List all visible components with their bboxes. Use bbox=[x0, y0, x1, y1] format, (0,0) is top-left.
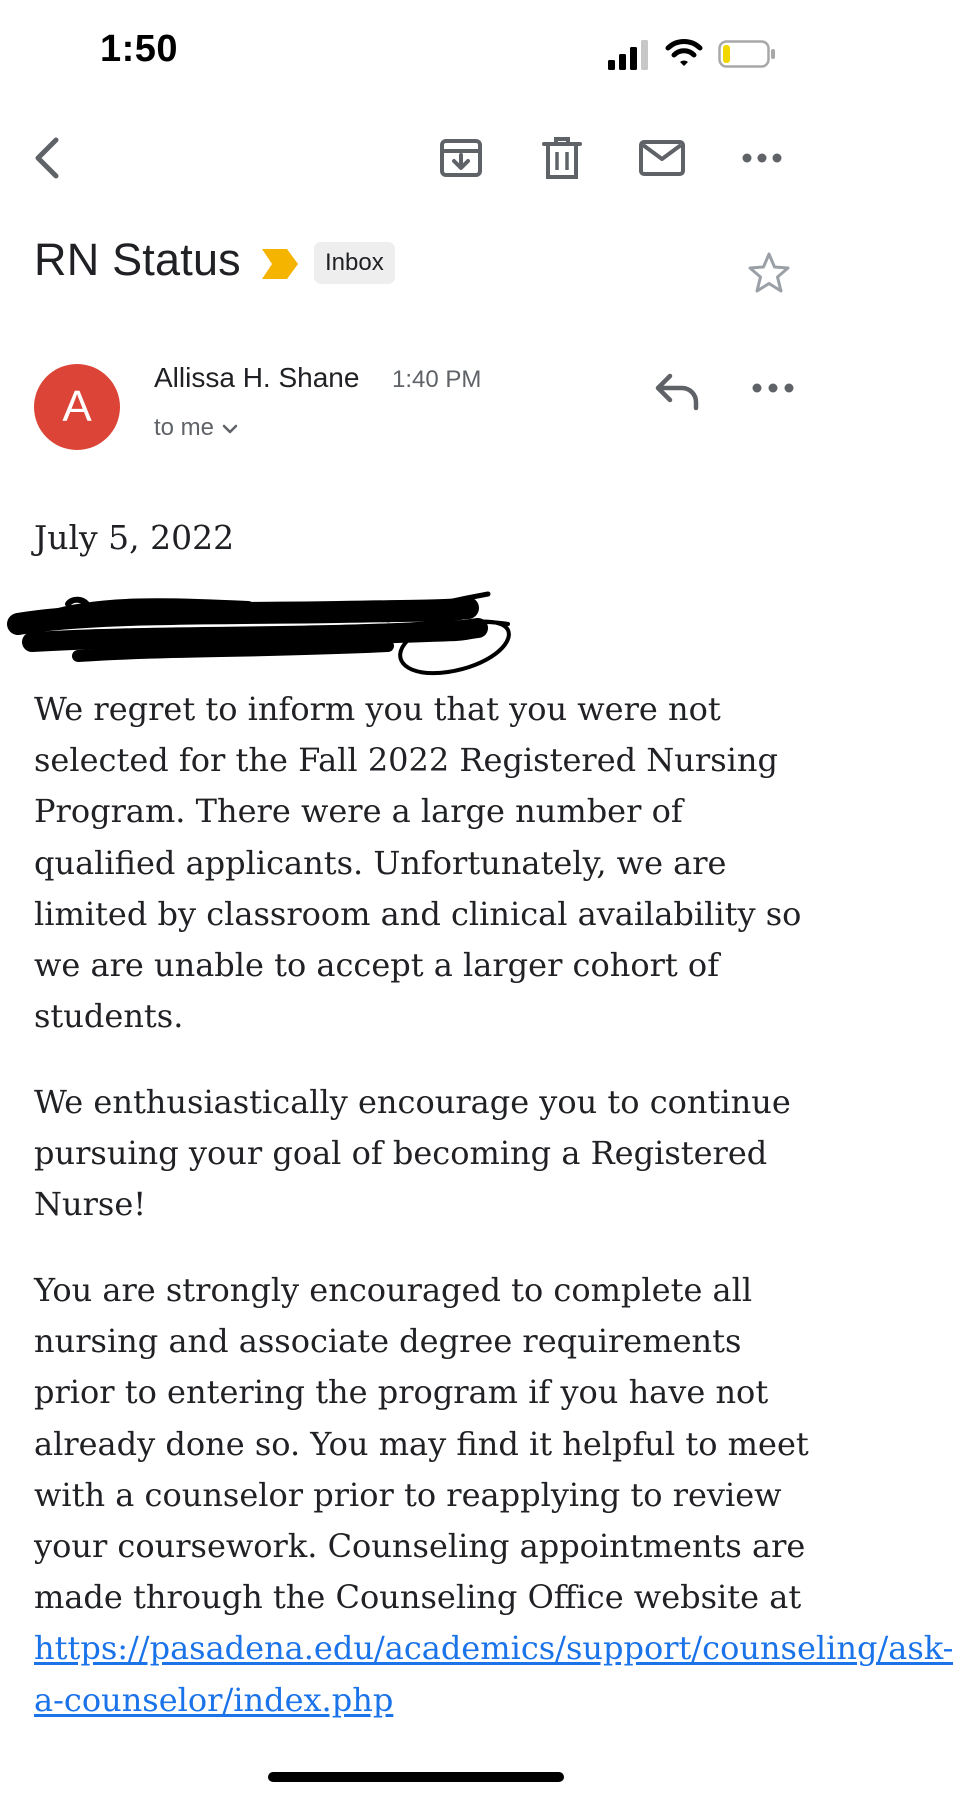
archive-button[interactable] bbox=[433, 130, 489, 186]
body-paragraph-1: We regret to inform you that you were not selected for the Fall 2022 Registered Nursing Program. There were a large number of qualified applicants. Unfortunately, we are limited by classroom and clinical availability so we are unable to accept a larger cohort of students. bbox=[34, 690, 802, 1036]
body-paragraph-3 bbox=[34, 1265, 953, 1726]
recipient-label: to me bbox=[154, 414, 215, 441]
inbox-label[interactable]: Inbox bbox=[314, 242, 395, 284]
wifi-icon bbox=[664, 36, 704, 68]
back-button[interactable] bbox=[20, 130, 76, 186]
redaction-scribble bbox=[8, 584, 516, 676]
body-paragraph-3-text: You are strongly encouraged to complete all nursing and associate degree requirements prior to entering the program if you have not already done so. You may find it helpful to meet with a counselor prior to reapplying to review your coursework. Counseling appointments are made through the Counseling Office website at bbox=[34, 1271, 809, 1617]
battery-icon bbox=[718, 40, 776, 68]
mark-unread-button[interactable] bbox=[634, 130, 690, 186]
message-more-icon[interactable] bbox=[748, 362, 798, 414]
star-icon[interactable] bbox=[746, 250, 792, 296]
trash-icon bbox=[542, 136, 582, 180]
avatar[interactable]: A bbox=[34, 364, 120, 450]
home-indicator[interactable] bbox=[268, 1772, 564, 1782]
counseling-link[interactable]: https://pasadena.edu/academics/support/counseling/ask-a-counselor/index.php bbox=[34, 1629, 953, 1719]
importance-marker-icon[interactable] bbox=[260, 247, 300, 281]
cellular-signal-icon bbox=[608, 40, 652, 70]
email-subject: RN Status bbox=[34, 234, 241, 285]
recipient-details[interactable] bbox=[154, 414, 238, 442]
letter-date: July 5, 2022 bbox=[34, 518, 235, 557]
archive-icon bbox=[439, 136, 483, 180]
mail-icon bbox=[639, 140, 685, 176]
back-arrow-icon bbox=[28, 134, 68, 182]
delete-button[interactable] bbox=[534, 130, 590, 186]
body-paragraph-2: We enthusiastically encourage you to continue pursuing your goal of becoming a Registered Nurse! bbox=[34, 1083, 791, 1224]
more-options-button[interactable] bbox=[734, 130, 790, 186]
chevron-down-icon bbox=[222, 424, 238, 434]
status-time: 1:50 bbox=[100, 28, 179, 70]
reply-icon[interactable] bbox=[652, 364, 704, 416]
sent-time: 1:40 PM bbox=[392, 366, 482, 393]
sender-name[interactable]: Allissa H. Shane bbox=[154, 362, 360, 393]
more-icon bbox=[742, 152, 782, 164]
